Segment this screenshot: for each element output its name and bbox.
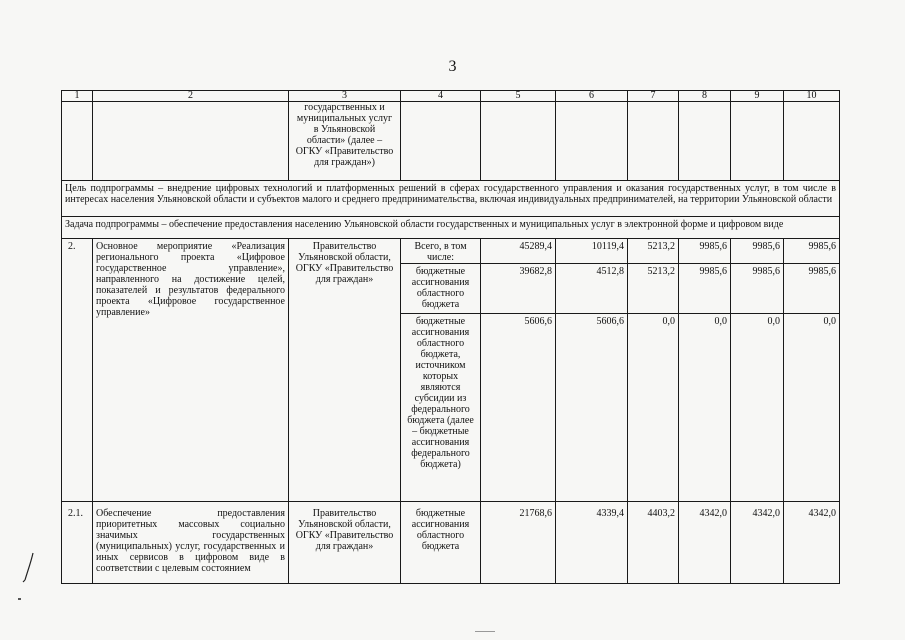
value-cell: 0,0 [731, 314, 784, 502]
goal-row [62, 181, 840, 217]
measure-executor: Правительство Ульяновской области, ОГКУ «Правительство для граждан» [289, 502, 401, 584]
value-cell: 4403,2 [628, 502, 679, 584]
value-cell: 0,0 [679, 314, 731, 502]
table-row [62, 239, 840, 264]
column-number-row [62, 91, 840, 102]
measure-name: Обеспечение предоставления приоритетных массовых социально значимых государственных (муниципальных) услуг, государственных и иных сервисов в цифровом виде в соответствии с целевым состоянием [93, 502, 289, 584]
value-cell: 9985,6 [784, 239, 840, 264]
value-cell: 9985,6 [784, 264, 840, 314]
value-cell: 5213,2 [628, 239, 679, 264]
column-number: 2 [93, 91, 289, 102]
column-number: 1 [62, 91, 93, 102]
value-cell: 4512,8 [556, 264, 628, 314]
executor-continuation: государственных и муниципальных услуг в Ульяновской области» (далее – ОГКУ «Правительство для граждан») [289, 102, 401, 181]
continuation-row [62, 102, 840, 181]
value-cell: 4339,4 [556, 502, 628, 584]
table-row [62, 502, 840, 584]
subprogram-table [61, 90, 840, 584]
column-number: 7 [628, 91, 679, 102]
value-cell: 9985,6 [679, 264, 731, 314]
value-cell: 0,0 [628, 314, 679, 502]
scan-speck [18, 598, 21, 600]
column-number: 5 [481, 91, 556, 102]
funding-source: бюджетные ассигнования областного бюджета [401, 502, 481, 584]
task-row [62, 217, 840, 239]
scan-speck [475, 631, 495, 632]
value-cell: 5213,2 [628, 264, 679, 314]
value-cell: 5606,6 [481, 314, 556, 502]
value-cell: 4342,0 [784, 502, 840, 584]
subprogram-goal: Цель подпрограммы – внедрение цифровых технологий и платформенных решений в сферах государственного управления и оказания государственных услуг, в том числе в интересах населения Ульяновской области и субъектов малого и среднего предпринимательства, включая индивидуальных предпринимателей, на территории Ульяновской области [62, 181, 840, 217]
column-number: 3 [289, 91, 401, 102]
row-number: 2.1. [62, 502, 93, 584]
column-number: 8 [679, 91, 731, 102]
column-number: 10 [784, 91, 840, 102]
column-number: 4 [401, 91, 481, 102]
measure-executor: Правительство Ульяновской области, ОГКУ «Правительство для граждан» [289, 239, 401, 502]
funding-source: бюджетные ассигнования областного бюджета, источником которых являются субсидии из федерального бюджета (далее – бюджетные ассигнования федерального бюджета) [401, 314, 481, 502]
subprogram-task: Задача подпрограммы – обеспечение предоставления населению Ульяновской области государственных и муниципальных услуг в электронной форме и цифровом виде [62, 217, 840, 239]
value-cell: 10119,4 [556, 239, 628, 264]
value-cell: 21768,6 [481, 502, 556, 584]
value-cell: 9985,6 [731, 239, 784, 264]
measure-name: Основное мероприятие «Реализация регионального проекта «Цифровое государственное управление», направленного на достижение целей, показателей и результатов федерального проекта «Цифровое государственное управление» [93, 239, 289, 502]
value-cell: 9985,6 [731, 264, 784, 314]
funding-source: бюджетные ассигнования областного бюджета [401, 264, 481, 314]
value-cell: 4342,0 [679, 502, 731, 584]
value-cell: 4342,0 [731, 502, 784, 584]
page-number: 3 [448, 58, 457, 75]
value-cell: 45289,4 [481, 239, 556, 264]
value-cell: 9985,6 [679, 239, 731, 264]
column-number: 9 [731, 91, 784, 102]
value-cell: 5606,6 [556, 314, 628, 502]
row-number: 2. [62, 239, 93, 502]
column-number: 6 [556, 91, 628, 102]
value-cell: 39682,8 [481, 264, 556, 314]
value-cell: 0,0 [784, 314, 840, 502]
funding-source: Всего, в том числе: [401, 239, 481, 264]
pen-mark [21, 552, 37, 584]
